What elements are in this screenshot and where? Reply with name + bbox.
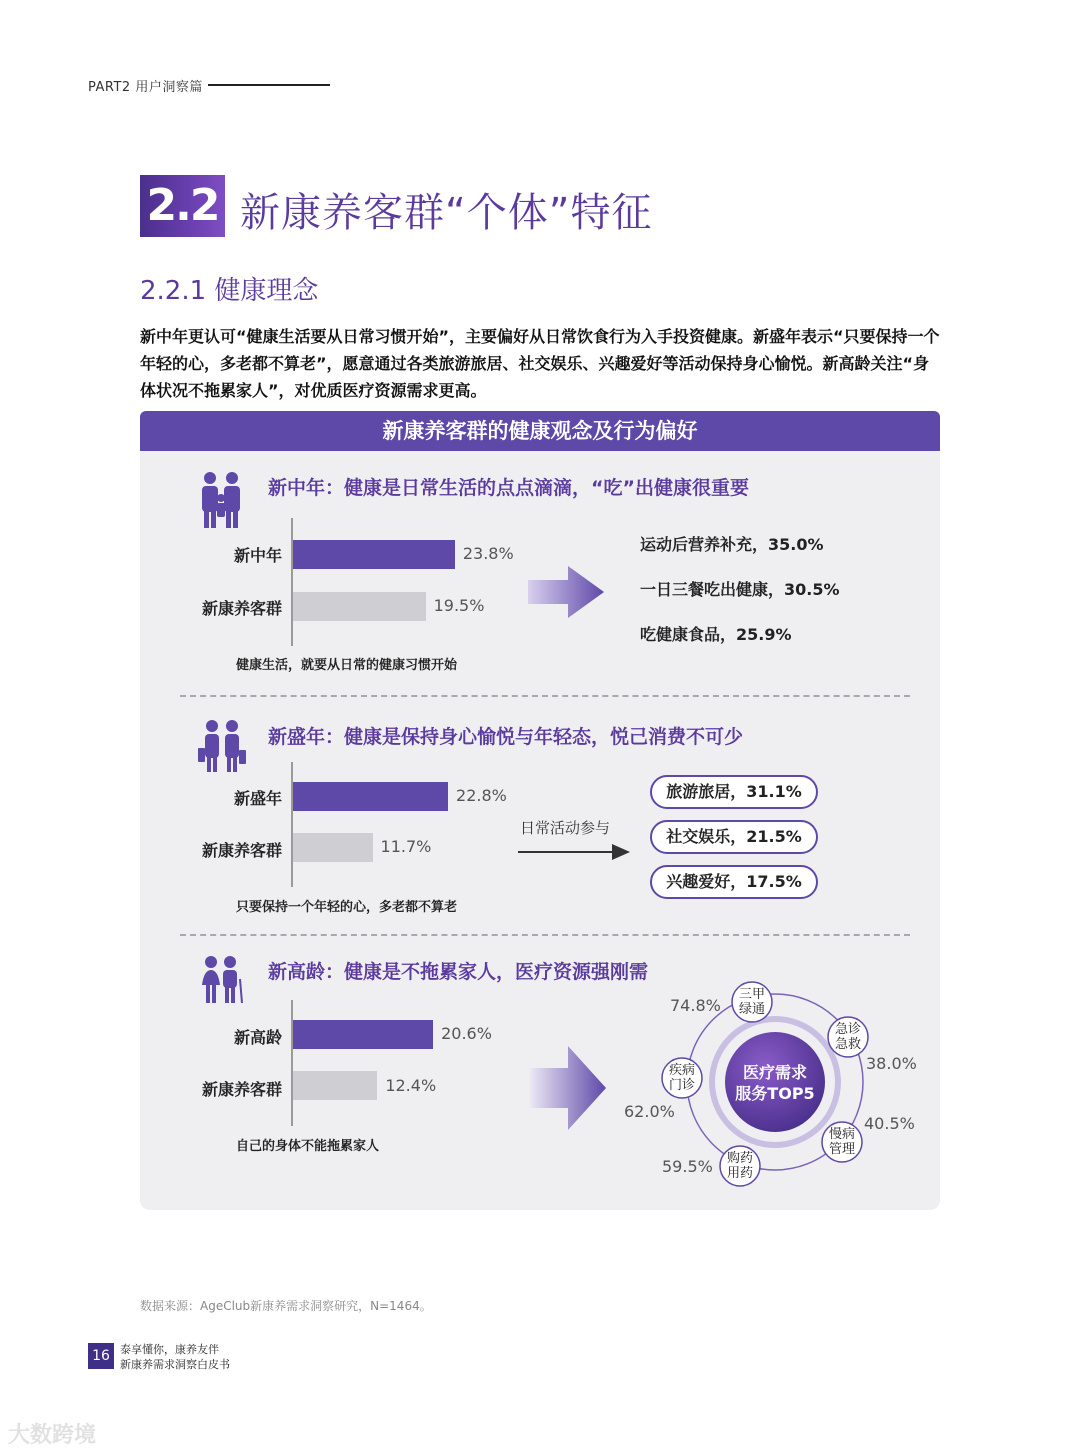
arrow-right-icon bbox=[528, 566, 604, 618]
arrow-right-icon bbox=[518, 842, 630, 862]
page-number: 16 bbox=[88, 1343, 114, 1369]
watermark: 大数跨境 bbox=[8, 1423, 97, 1448]
bar-caption: 只要保持一个年轻的心，多老都不算老 bbox=[236, 900, 458, 915]
part-label: PART2 用户洞察篇 bbox=[88, 80, 203, 95]
node-pct: 38.0% bbox=[866, 1054, 917, 1073]
node-line: 用药 bbox=[726, 1166, 753, 1181]
node-pct: 74.8% bbox=[670, 996, 721, 1015]
activity-pill: 旅游旅居，31.1% bbox=[650, 775, 818, 809]
family-icon bbox=[198, 470, 246, 530]
data-source: 数据来源：AgeClub新康养需求洞察研究，N=1464。 bbox=[140, 1299, 432, 1313]
node-label bbox=[660, 1063, 704, 1093]
node-line: 疾病 bbox=[668, 1063, 695, 1078]
bar-label: 新中年 bbox=[233, 546, 282, 565]
node-line: 急救 bbox=[834, 1037, 861, 1052]
divider bbox=[180, 934, 910, 936]
node-pct: 62.0% bbox=[624, 1102, 675, 1121]
bar-value: 23.8% bbox=[462, 544, 514, 563]
bar-value: 19.5% bbox=[433, 596, 485, 615]
node-label bbox=[820, 1127, 864, 1157]
node-label bbox=[730, 987, 774, 1017]
node-line: 购药 bbox=[726, 1151, 753, 1166]
medical-center-label bbox=[725, 1062, 825, 1104]
bar-label: 新康养客群 bbox=[201, 841, 282, 860]
bar-axis bbox=[291, 762, 293, 887]
node-line: 急诊 bbox=[834, 1022, 861, 1037]
bar-all bbox=[293, 592, 426, 621]
footer-line1: 泰享懂你，康养友伴 bbox=[120, 1343, 219, 1356]
arrow-label: 日常活动参与 bbox=[520, 819, 611, 837]
node-pct: 59.5% bbox=[662, 1157, 713, 1176]
node-line: 绿通 bbox=[738, 1002, 765, 1017]
activity-pill: 社交娱乐，21.5% bbox=[650, 820, 818, 854]
section-number: 2.2 bbox=[146, 180, 219, 231]
node-pct: 40.5% bbox=[864, 1114, 915, 1133]
diet-item: 吃健康食品，25.9% bbox=[640, 625, 792, 644]
activity-pill: 兴趣爱好，17.5% bbox=[650, 865, 818, 899]
bar-all bbox=[293, 833, 373, 862]
bar-all bbox=[293, 1071, 377, 1100]
bar-caption: 自己的身体不能拖累家人 bbox=[236, 1139, 380, 1154]
node-label bbox=[826, 1022, 870, 1052]
subsection-title: 2.2.1 健康理念 bbox=[140, 276, 319, 306]
elderly-couple-icon bbox=[198, 955, 244, 1005]
bar-midage bbox=[293, 540, 455, 569]
part-divider bbox=[208, 84, 330, 86]
intro-paragraph: 新中年更认可“健康生活要从日常习惯开始”，主要偏好从日常饮食行为入手投资健康。新盛年表示“只要保持一个年轻的心，多老都不算老”，愿意通过各类旅游旅居、社交娱乐、兴趣爱好等活动保持身心愉悦。新高龄关注“身体状况不拖累家人”，对优质医疗资源需求更高。 bbox=[140, 327, 940, 400]
bar-label: 新康养客群 bbox=[201, 599, 282, 618]
bar-value: 22.8% bbox=[456, 786, 507, 805]
node-line: 三甲 bbox=[738, 987, 765, 1002]
node-line: 门诊 bbox=[668, 1078, 695, 1093]
group-title-senior: 新高龄：健康是不拖累家人，医疗资源强刚需 bbox=[268, 961, 649, 983]
center-line: 服务TOP5 bbox=[735, 1084, 815, 1103]
travelers-icon bbox=[198, 718, 246, 774]
bar-axis bbox=[291, 1000, 293, 1126]
bar-value: 11.7% bbox=[380, 837, 432, 856]
bar-caption: 健康生活，就要从日常的健康习惯开始 bbox=[236, 658, 458, 673]
node-line: 管理 bbox=[828, 1142, 855, 1157]
center-line: 医疗需求 bbox=[742, 1063, 807, 1082]
bar-senior bbox=[293, 1020, 433, 1049]
bar-value: 20.6% bbox=[441, 1024, 492, 1043]
group-title-midage: 新中年：健康是日常生活的点点滴滴，“吃”出健康很重要 bbox=[268, 477, 749, 499]
diet-item: 一日三餐吃出健康，30.5% bbox=[640, 580, 840, 599]
divider bbox=[180, 695, 910, 697]
panel-title: 新康养客群的健康观念及行为偏好 bbox=[140, 411, 940, 451]
bar-label: 新康养客群 bbox=[201, 1080, 282, 1099]
node-label bbox=[718, 1151, 762, 1181]
diet-item: 运动后营养补充，35.0% bbox=[640, 535, 824, 554]
bar-label: 新盛年 bbox=[233, 789, 282, 808]
bar-prime bbox=[293, 782, 448, 811]
bar-label: 新高龄 bbox=[233, 1028, 282, 1047]
bar-axis bbox=[291, 518, 293, 646]
arrow-right-icon bbox=[530, 1046, 606, 1130]
footer-line2: 新康养需求洞察白皮书 bbox=[120, 1358, 230, 1371]
bar-value: 12.4% bbox=[385, 1076, 437, 1095]
section-title: 新康养客群“个体”特征 bbox=[240, 190, 653, 236]
node-line: 慢病 bbox=[828, 1127, 855, 1142]
group-title-prime: 新盛年：健康是保持身心愉悦与年轻态，悦己消费不可少 bbox=[268, 726, 744, 748]
